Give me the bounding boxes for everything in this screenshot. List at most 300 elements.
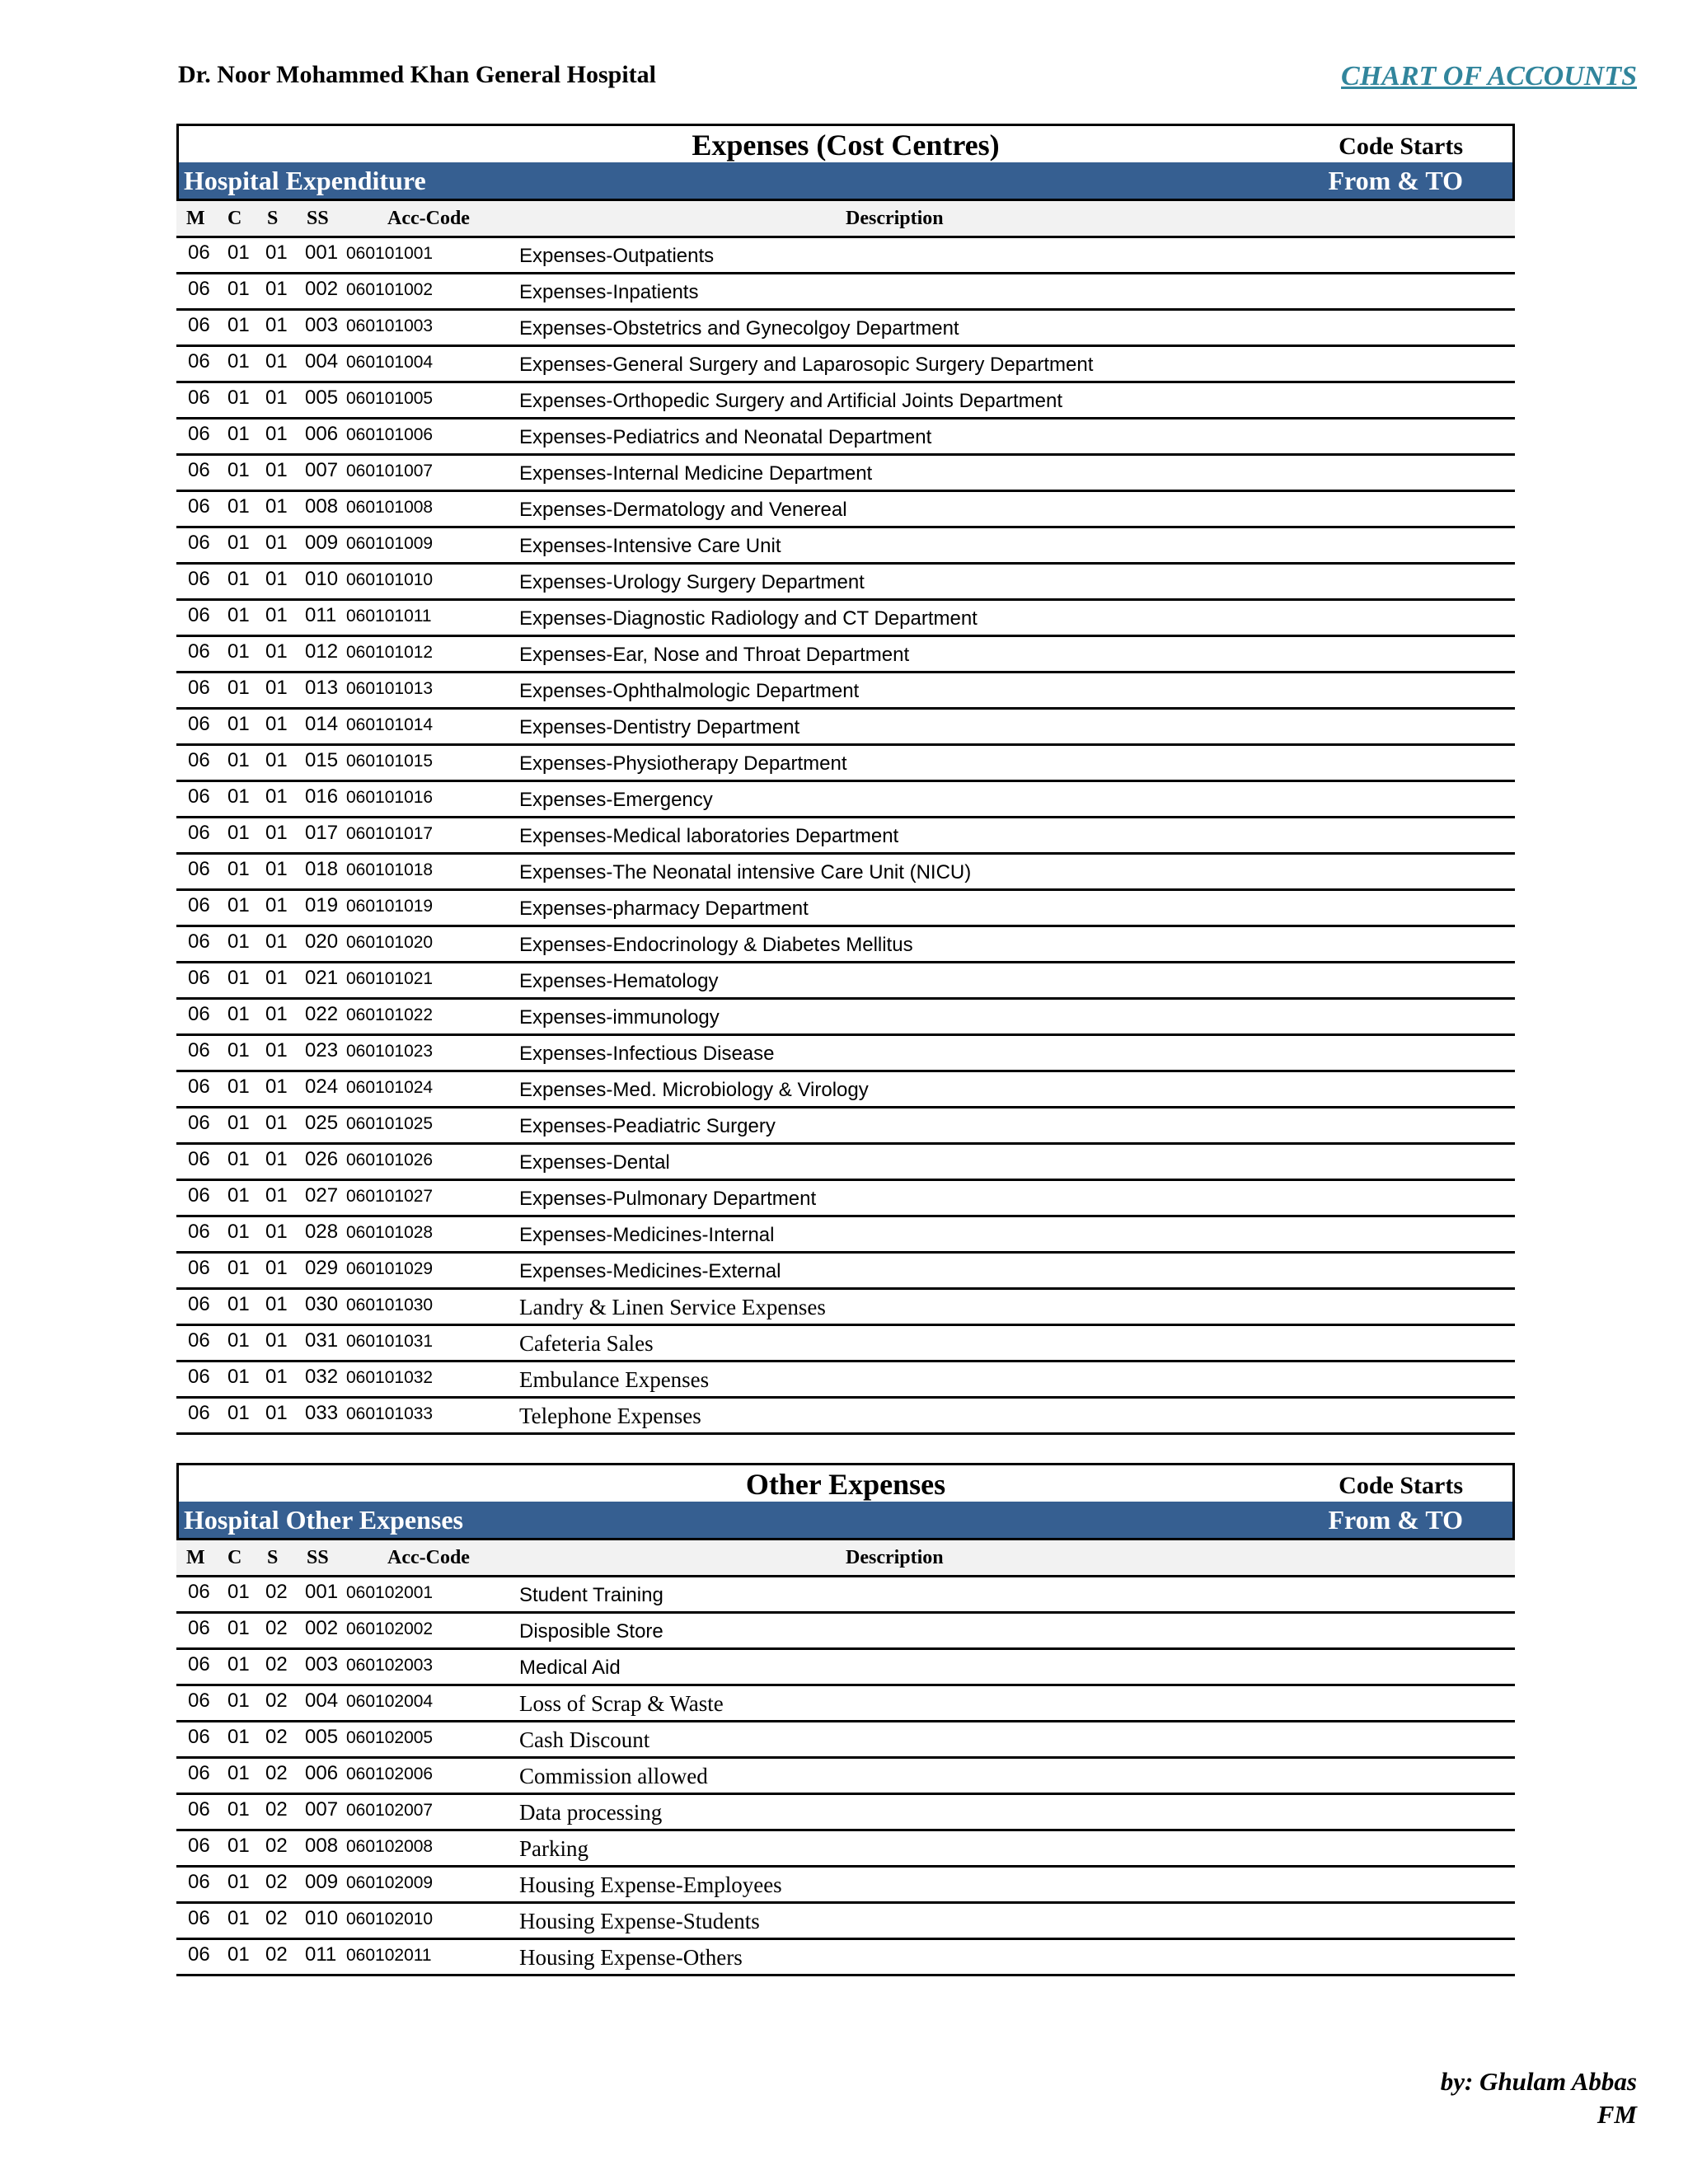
cell-c: 01 bbox=[227, 640, 250, 663]
cell-s: 01 bbox=[265, 967, 288, 989]
col-description: Description bbox=[846, 208, 944, 229]
cell-m: 06 bbox=[188, 967, 210, 989]
cell-ss: 008 bbox=[305, 1835, 339, 1857]
cell-c: 01 bbox=[227, 713, 250, 735]
cell-s: 01 bbox=[265, 1366, 288, 1388]
cell-m: 06 bbox=[188, 930, 210, 953]
cell-s: 01 bbox=[265, 1293, 288, 1315]
col-acc-code: Acc-Code bbox=[387, 208, 470, 229]
cell-ss: 004 bbox=[305, 350, 339, 373]
table-row bbox=[176, 637, 1515, 673]
cost-centres-section bbox=[176, 124, 1515, 1435]
col-m: M bbox=[186, 208, 205, 229]
cell-s: 01 bbox=[265, 1329, 288, 1352]
table-row bbox=[176, 1759, 1515, 1795]
col-acc-code: Acc-Code bbox=[387, 1547, 470, 1568]
cell-c: 01 bbox=[227, 1257, 250, 1279]
cell-c: 01 bbox=[227, 604, 250, 626]
cell-ss: 017 bbox=[305, 822, 339, 844]
table-row bbox=[176, 1290, 1515, 1326]
table-row bbox=[176, 782, 1515, 818]
cell-description: Medical Aid bbox=[519, 1657, 621, 1679]
cell-m: 06 bbox=[188, 1907, 210, 1929]
table-row bbox=[176, 1326, 1515, 1362]
cell-acc-code: 060101014 bbox=[346, 715, 434, 734]
section-title: Other Expenses bbox=[745, 1468, 946, 1501]
cell-m: 06 bbox=[188, 785, 210, 808]
cell-acc-code: 060102002 bbox=[346, 1619, 434, 1638]
cell-acc-code: 060102007 bbox=[346, 1801, 434, 1820]
cell-description: Disposible Store bbox=[519, 1620, 663, 1643]
table-row bbox=[176, 1108, 1515, 1145]
cell-s: 02 bbox=[265, 1617, 288, 1639]
cell-acc-code: 060101002 bbox=[346, 280, 434, 299]
cell-ss: 001 bbox=[305, 241, 339, 264]
cell-s: 01 bbox=[265, 1112, 288, 1134]
cell-ss: 023 bbox=[305, 1039, 339, 1062]
cell-description: Expenses-Peadiatric Surgery bbox=[519, 1115, 776, 1137]
column-header bbox=[176, 1540, 1515, 1577]
cell-s: 02 bbox=[265, 1690, 288, 1712]
document-title: CHART OF ACCOUNTS bbox=[1341, 61, 1637, 91]
cell-description: Embulance Expenses bbox=[519, 1367, 710, 1392]
cell-m: 06 bbox=[188, 1003, 210, 1025]
section-band bbox=[176, 1502, 1515, 1540]
cell-description: Expenses-Endocrinology & Diabetes Mellitus bbox=[519, 934, 913, 956]
cell-description: Student Training bbox=[519, 1584, 663, 1606]
cell-m: 06 bbox=[188, 1581, 210, 1603]
cell-m: 06 bbox=[188, 640, 210, 663]
cell-acc-code: 060102006 bbox=[346, 1765, 434, 1783]
cell-acc-code: 060101031 bbox=[346, 1332, 434, 1351]
cell-c: 01 bbox=[227, 967, 250, 989]
table-row bbox=[176, 891, 1515, 927]
cell-s: 02 bbox=[265, 1835, 288, 1857]
cell-s: 01 bbox=[265, 894, 288, 916]
cell-description: Data processing bbox=[519, 1800, 663, 1825]
cell-description: Telephone Expenses bbox=[519, 1404, 701, 1428]
section-title-row bbox=[176, 124, 1515, 162]
cell-s: 01 bbox=[265, 749, 288, 771]
cell-m: 06 bbox=[188, 1402, 210, 1424]
cell-acc-code: 060101032 bbox=[346, 1368, 434, 1387]
cell-acc-code: 060101016 bbox=[346, 788, 434, 807]
cell-m: 06 bbox=[188, 1148, 210, 1170]
table-row bbox=[176, 1904, 1515, 1940]
cell-m: 06 bbox=[188, 314, 210, 336]
cell-description: Loss of Scrap & Waste bbox=[519, 1691, 724, 1716]
cell-c: 01 bbox=[227, 1653, 250, 1675]
cell-s: 01 bbox=[265, 785, 288, 808]
band-range-label: From & TO bbox=[1328, 166, 1463, 195]
cell-acc-code: 060101009 bbox=[346, 534, 434, 553]
cell-c: 01 bbox=[227, 1907, 250, 1929]
table-row bbox=[176, 1614, 1515, 1650]
cell-c: 01 bbox=[227, 532, 250, 554]
column-header bbox=[176, 201, 1515, 238]
table-row bbox=[176, 1686, 1515, 1722]
cell-acc-code: 060101023 bbox=[346, 1042, 434, 1061]
cell-c: 01 bbox=[227, 387, 250, 409]
cell-s: 01 bbox=[265, 677, 288, 699]
cell-m: 06 bbox=[188, 387, 210, 409]
cell-acc-code: 060101001 bbox=[346, 244, 434, 263]
cell-ss: 014 bbox=[305, 713, 339, 735]
cell-s: 01 bbox=[265, 350, 288, 373]
table-row bbox=[176, 673, 1515, 710]
table-row bbox=[176, 1650, 1515, 1686]
cell-ss: 007 bbox=[305, 1798, 339, 1821]
table-row bbox=[176, 311, 1515, 347]
col-c: C bbox=[227, 208, 242, 229]
cell-s: 01 bbox=[265, 459, 288, 481]
cell-s: 01 bbox=[265, 278, 288, 300]
cell-description: Expenses-Medicines-External bbox=[519, 1260, 781, 1282]
cell-s: 01 bbox=[265, 1076, 288, 1098]
cell-c: 01 bbox=[227, 495, 250, 518]
cell-m: 06 bbox=[188, 1184, 210, 1207]
cell-m: 06 bbox=[188, 1871, 210, 1893]
cell-acc-code: 060101029 bbox=[346, 1259, 434, 1278]
cell-c: 01 bbox=[227, 677, 250, 699]
cell-acc-code: 060101033 bbox=[346, 1404, 434, 1423]
cell-c: 01 bbox=[227, 858, 250, 880]
cell-description: Expenses-Obstetrics and Gynecolgoy Department bbox=[519, 317, 959, 340]
cell-c: 01 bbox=[227, 1148, 250, 1170]
cell-s: 01 bbox=[265, 822, 288, 844]
cell-c: 01 bbox=[227, 423, 250, 445]
cell-ss: 029 bbox=[305, 1257, 339, 1279]
cell-ss: 019 bbox=[305, 894, 339, 916]
cell-ss: 006 bbox=[305, 423, 339, 445]
cell-s: 02 bbox=[265, 1907, 288, 1929]
band-range-label: From & TO bbox=[1328, 1505, 1463, 1535]
cell-s: 01 bbox=[265, 930, 288, 953]
cell-m: 06 bbox=[188, 495, 210, 518]
table-row bbox=[176, 1181, 1515, 1217]
table-row bbox=[176, 1254, 1515, 1290]
cell-m: 06 bbox=[188, 1798, 210, 1821]
cell-description: Expenses-Infectious Disease bbox=[519, 1043, 775, 1065]
table-row bbox=[176, 601, 1515, 637]
cell-acc-code: 060101008 bbox=[346, 498, 434, 517]
cell-acc-code: 060102011 bbox=[346, 1946, 432, 1965]
cell-acc-code: 060101026 bbox=[346, 1151, 434, 1169]
cell-acc-code: 060101018 bbox=[346, 860, 434, 879]
table-row bbox=[176, 1072, 1515, 1108]
cell-description: Expenses-Pulmonary Department bbox=[519, 1188, 817, 1210]
cell-m: 06 bbox=[188, 1221, 210, 1243]
cell-c: 01 bbox=[227, 278, 250, 300]
cell-acc-code: 060101013 bbox=[346, 679, 434, 698]
cell-ss: 013 bbox=[305, 677, 339, 699]
cell-m: 06 bbox=[188, 1293, 210, 1315]
section-title-row bbox=[176, 1463, 1515, 1502]
cell-c: 01 bbox=[227, 459, 250, 481]
col-c: C bbox=[227, 1547, 242, 1568]
cell-acc-code: 060101003 bbox=[346, 316, 434, 335]
cell-s: 01 bbox=[265, 858, 288, 880]
cell-s: 02 bbox=[265, 1726, 288, 1748]
rows-container bbox=[176, 238, 1515, 1435]
table-row bbox=[176, 927, 1515, 963]
signature-block bbox=[1441, 2065, 1637, 2131]
cell-s: 01 bbox=[265, 1184, 288, 1207]
cell-m: 06 bbox=[188, 677, 210, 699]
cell-s: 01 bbox=[265, 568, 288, 590]
cell-description: Housing Expense-Others bbox=[519, 1945, 743, 1970]
cell-ss: 008 bbox=[305, 495, 339, 518]
cell-acc-code: 060102003 bbox=[346, 1656, 434, 1675]
cell-acc-code: 060101015 bbox=[346, 752, 434, 771]
col-ss: SS bbox=[307, 208, 329, 229]
cell-c: 01 bbox=[227, 930, 250, 953]
cell-m: 06 bbox=[188, 532, 210, 554]
cell-description: Cash Discount bbox=[519, 1727, 650, 1752]
cell-ss: 003 bbox=[305, 1653, 339, 1675]
table-row bbox=[176, 1000, 1515, 1036]
cell-m: 06 bbox=[188, 713, 210, 735]
cell-description: Expenses-Urology Surgery Department bbox=[519, 571, 865, 593]
cell-m: 06 bbox=[188, 1076, 210, 1098]
rows-container bbox=[176, 1577, 1515, 1976]
cell-ss: 007 bbox=[305, 459, 339, 481]
section-title: Expenses (Cost Centres) bbox=[692, 129, 1000, 162]
table-row bbox=[176, 818, 1515, 855]
cell-m: 06 bbox=[188, 241, 210, 264]
cell-m: 06 bbox=[188, 1366, 210, 1388]
cell-description: Parking bbox=[519, 1836, 588, 1861]
cell-acc-code: 060101021 bbox=[346, 969, 434, 988]
cell-s: 01 bbox=[265, 1402, 288, 1424]
cell-m: 06 bbox=[188, 1690, 210, 1712]
cell-description: Expenses-Hematology bbox=[519, 970, 719, 992]
cell-description: Expenses-pharmacy Department bbox=[519, 898, 809, 920]
cell-m: 06 bbox=[188, 858, 210, 880]
cell-c: 01 bbox=[227, 1221, 250, 1243]
cell-m: 06 bbox=[188, 1112, 210, 1134]
cell-description: Expenses-Medicines-Internal bbox=[519, 1224, 775, 1246]
cell-c: 01 bbox=[227, 749, 250, 771]
col-description: Description bbox=[846, 1547, 944, 1568]
table-row bbox=[176, 1036, 1515, 1072]
cell-description: Expenses-Orthopedic Surgery and Artificial Joints Department bbox=[519, 390, 1062, 412]
cell-s: 01 bbox=[265, 713, 288, 735]
cell-description: Expenses-Emergency bbox=[519, 789, 713, 811]
cell-m: 06 bbox=[188, 1653, 210, 1675]
table-row bbox=[176, 746, 1515, 782]
cell-c: 01 bbox=[227, 1329, 250, 1352]
cell-m: 06 bbox=[188, 568, 210, 590]
cell-m: 06 bbox=[188, 1943, 210, 1966]
cell-m: 06 bbox=[188, 604, 210, 626]
cell-s: 01 bbox=[265, 495, 288, 518]
cell-s: 01 bbox=[265, 423, 288, 445]
cell-description: Expenses-Internal Medicine Department bbox=[519, 462, 873, 485]
cell-ss: 018 bbox=[305, 858, 339, 880]
cell-c: 01 bbox=[227, 1798, 250, 1821]
cell-c: 01 bbox=[227, 1112, 250, 1134]
cell-s: 01 bbox=[265, 1003, 288, 1025]
cell-description: Expenses-Diagnostic Radiology and CT Department bbox=[519, 607, 978, 630]
table-row bbox=[176, 456, 1515, 492]
cell-s: 01 bbox=[265, 640, 288, 663]
cell-c: 01 bbox=[227, 350, 250, 373]
table-row bbox=[176, 1217, 1515, 1254]
cell-acc-code: 060102005 bbox=[346, 1728, 434, 1747]
cell-m: 06 bbox=[188, 894, 210, 916]
cell-s: 02 bbox=[265, 1762, 288, 1784]
band-label: Hospital Expenditure bbox=[184, 166, 426, 195]
cell-description: Expenses-Outpatients bbox=[519, 245, 715, 267]
cell-description: Commission allowed bbox=[519, 1764, 708, 1788]
cell-ss: 016 bbox=[305, 785, 339, 808]
cell-m: 06 bbox=[188, 1039, 210, 1062]
author-line: by: Ghulam Abbas bbox=[1440, 2067, 1637, 2096]
cell-c: 01 bbox=[227, 1726, 250, 1748]
cell-c: 01 bbox=[227, 1581, 250, 1603]
cell-s: 02 bbox=[265, 1798, 288, 1821]
hospital-name: Dr. Noor Mohammed Khan General Hospital bbox=[178, 61, 657, 88]
table-row bbox=[176, 347, 1515, 383]
cell-acc-code: 060101022 bbox=[346, 1005, 434, 1024]
cell-s: 01 bbox=[265, 604, 288, 626]
cell-ss: 004 bbox=[305, 1690, 339, 1712]
section-band bbox=[176, 162, 1515, 201]
col-ss: SS bbox=[307, 1547, 329, 1568]
code-starts-label: Code Starts bbox=[1339, 133, 1463, 160]
cell-s: 01 bbox=[265, 1148, 288, 1170]
cell-m: 06 bbox=[188, 459, 210, 481]
col-s: S bbox=[267, 208, 279, 229]
cell-ss: 030 bbox=[305, 1293, 339, 1315]
cell-ss: 006 bbox=[305, 1762, 339, 1784]
cell-c: 01 bbox=[227, 1943, 250, 1966]
table-row bbox=[176, 1399, 1515, 1435]
table-row bbox=[176, 565, 1515, 601]
other-expenses-section bbox=[176, 1463, 1515, 1976]
cell-m: 06 bbox=[188, 278, 210, 300]
cell-m: 06 bbox=[188, 1617, 210, 1639]
cell-description: Housing Expense-Employees bbox=[519, 1872, 782, 1897]
cell-c: 01 bbox=[227, 1762, 250, 1784]
cell-c: 01 bbox=[227, 1039, 250, 1062]
cell-ss: 025 bbox=[305, 1112, 339, 1134]
cell-m: 06 bbox=[188, 1762, 210, 1784]
cell-c: 01 bbox=[227, 1835, 250, 1857]
cell-ss: 026 bbox=[305, 1148, 339, 1170]
cell-ss: 021 bbox=[305, 967, 339, 989]
band-label: Hospital Other Expenses bbox=[184, 1505, 463, 1535]
cell-m: 06 bbox=[188, 1835, 210, 1857]
cell-c: 01 bbox=[227, 568, 250, 590]
cell-description: Expenses-General Surgery and Laparosopic Surgery Department bbox=[519, 354, 1094, 376]
cell-description: Cafeteria Sales bbox=[519, 1331, 654, 1356]
cell-s: 02 bbox=[265, 1653, 288, 1675]
cell-ss: 031 bbox=[305, 1329, 339, 1352]
cell-acc-code: 060101005 bbox=[346, 389, 434, 408]
table-row bbox=[176, 1362, 1515, 1399]
cell-description: Expenses-Pediatrics and Neonatal Department bbox=[519, 426, 932, 448]
cell-s: 02 bbox=[265, 1581, 288, 1603]
cell-c: 01 bbox=[227, 1184, 250, 1207]
cell-acc-code: 060102009 bbox=[346, 1873, 434, 1892]
cell-description: Expenses-Intensive Care Unit bbox=[519, 535, 781, 557]
cell-acc-code: 060101017 bbox=[346, 824, 434, 843]
cell-c: 01 bbox=[227, 822, 250, 844]
cell-s: 01 bbox=[265, 532, 288, 554]
table-row bbox=[176, 1940, 1515, 1976]
cell-m: 06 bbox=[188, 822, 210, 844]
cell-s: 02 bbox=[265, 1943, 288, 1966]
cell-ss: 015 bbox=[305, 749, 339, 771]
cell-acc-code: 060101024 bbox=[346, 1078, 434, 1097]
cell-s: 01 bbox=[265, 1221, 288, 1243]
cell-ss: 011 bbox=[305, 1943, 337, 1966]
cell-acc-code: 060102004 bbox=[346, 1692, 434, 1711]
cell-acc-code: 060101007 bbox=[346, 462, 434, 480]
table-row bbox=[176, 419, 1515, 456]
cell-description: Expenses-Ophthalmologic Department bbox=[519, 680, 860, 702]
cell-acc-code: 060101011 bbox=[346, 607, 432, 626]
cell-ss: 005 bbox=[305, 387, 339, 409]
author-role: FM bbox=[1597, 2100, 1637, 2129]
cell-c: 01 bbox=[227, 1690, 250, 1712]
cell-acc-code: 060102001 bbox=[346, 1583, 434, 1602]
table-row bbox=[176, 963, 1515, 1000]
cell-c: 01 bbox=[227, 1293, 250, 1315]
cell-m: 06 bbox=[188, 1257, 210, 1279]
cell-acc-code: 060101028 bbox=[346, 1223, 434, 1242]
table-row bbox=[176, 1831, 1515, 1868]
cell-ss: 009 bbox=[305, 532, 339, 554]
cell-description: Landry & Linen Service Expenses bbox=[519, 1295, 826, 1319]
cell-m: 06 bbox=[188, 1329, 210, 1352]
cell-description: Expenses-Inpatients bbox=[519, 281, 699, 303]
cell-c: 01 bbox=[227, 1402, 250, 1424]
cell-c: 01 bbox=[227, 1871, 250, 1893]
table-row bbox=[176, 238, 1515, 274]
cell-s: 01 bbox=[265, 241, 288, 264]
cell-acc-code: 060102010 bbox=[346, 1910, 434, 1929]
cell-ss: 010 bbox=[305, 1907, 339, 1929]
cell-acc-code: 060101012 bbox=[346, 643, 434, 662]
cell-description: Expenses-The Neonatal intensive Care Unit (NICU) bbox=[519, 861, 972, 883]
cell-description: Expenses-Physiotherapy Department bbox=[519, 752, 847, 775]
table-row bbox=[176, 492, 1515, 528]
col-m: M bbox=[186, 1547, 205, 1568]
table-row bbox=[176, 1795, 1515, 1831]
cell-ss: 002 bbox=[305, 1617, 339, 1639]
cell-description: Expenses-Dentistry Department bbox=[519, 716, 800, 738]
cell-s: 01 bbox=[265, 1257, 288, 1279]
cell-ss: 028 bbox=[305, 1221, 339, 1243]
cell-ss: 003 bbox=[305, 314, 339, 336]
cell-ss: 010 bbox=[305, 568, 339, 590]
cell-c: 01 bbox=[227, 785, 250, 808]
table-row bbox=[176, 1868, 1515, 1904]
cell-c: 01 bbox=[227, 894, 250, 916]
cell-description: Expenses-Dental bbox=[519, 1151, 670, 1174]
cell-description: Expenses-Medical laboratories Department bbox=[519, 825, 899, 847]
table-row bbox=[176, 855, 1515, 891]
cell-ss: 032 bbox=[305, 1366, 339, 1388]
table-row bbox=[176, 710, 1515, 746]
cell-description: Expenses-Med. Microbiology & Virology bbox=[519, 1079, 869, 1101]
cell-acc-code: 060101025 bbox=[346, 1114, 434, 1133]
cell-acc-code: 060101006 bbox=[346, 425, 434, 444]
cell-ss: 011 bbox=[305, 604, 337, 626]
